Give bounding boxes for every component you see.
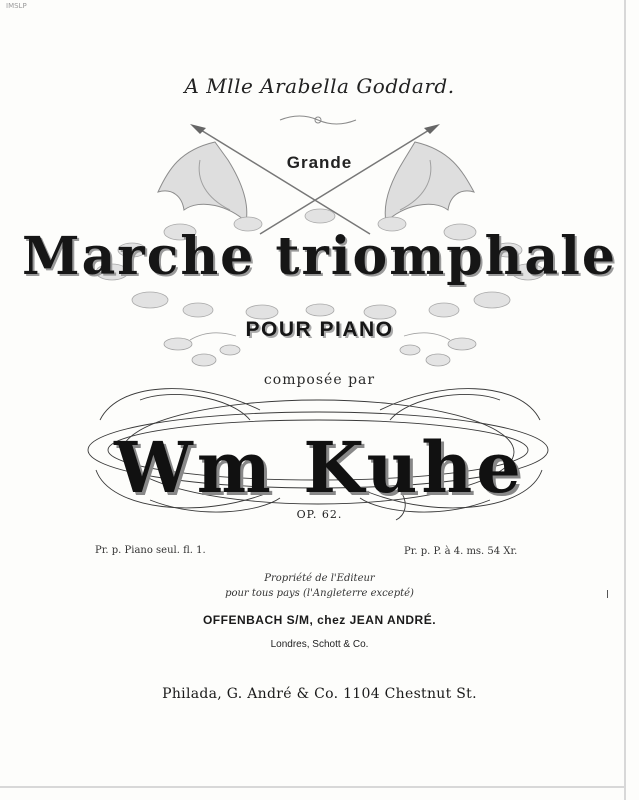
margin-mark bbox=[607, 590, 608, 598]
philadelphia-agent-line: Philada, G. André & Co. 1104 Chestnut St. bbox=[162, 686, 477, 702]
dedication: A Mlle Arabella Goddard. bbox=[184, 74, 455, 98]
instrument-line: POUR PIANO bbox=[245, 318, 394, 341]
publisher-line: OFFENBACH S/M, chez JEAN ANDRÉ. bbox=[202, 613, 437, 627]
title-prefix: Grande bbox=[286, 153, 353, 172]
opus-number: OP. 62. bbox=[296, 508, 343, 521]
property-notice-line1: Propriété de l'Editeur bbox=[264, 573, 375, 584]
top-flourish bbox=[280, 116, 356, 124]
main-title: Marche triomphale bbox=[22, 226, 617, 287]
corner-mark: IMSLP bbox=[6, 2, 27, 10]
composer-name: Wm Kuhe bbox=[114, 426, 525, 509]
london-agent-line: Londres, Schott & Co. bbox=[270, 639, 369, 650]
price-four-hands: Pr. p. P. à 4. ms. 54 Xr. bbox=[404, 546, 518, 557]
property-notice-line2: pour tous pays (l'Angleterre excepté) bbox=[225, 588, 414, 599]
price-solo: Pr. p. Piano seul. fl. 1. bbox=[95, 545, 206, 556]
composed-by-line: composée par bbox=[263, 372, 376, 388]
